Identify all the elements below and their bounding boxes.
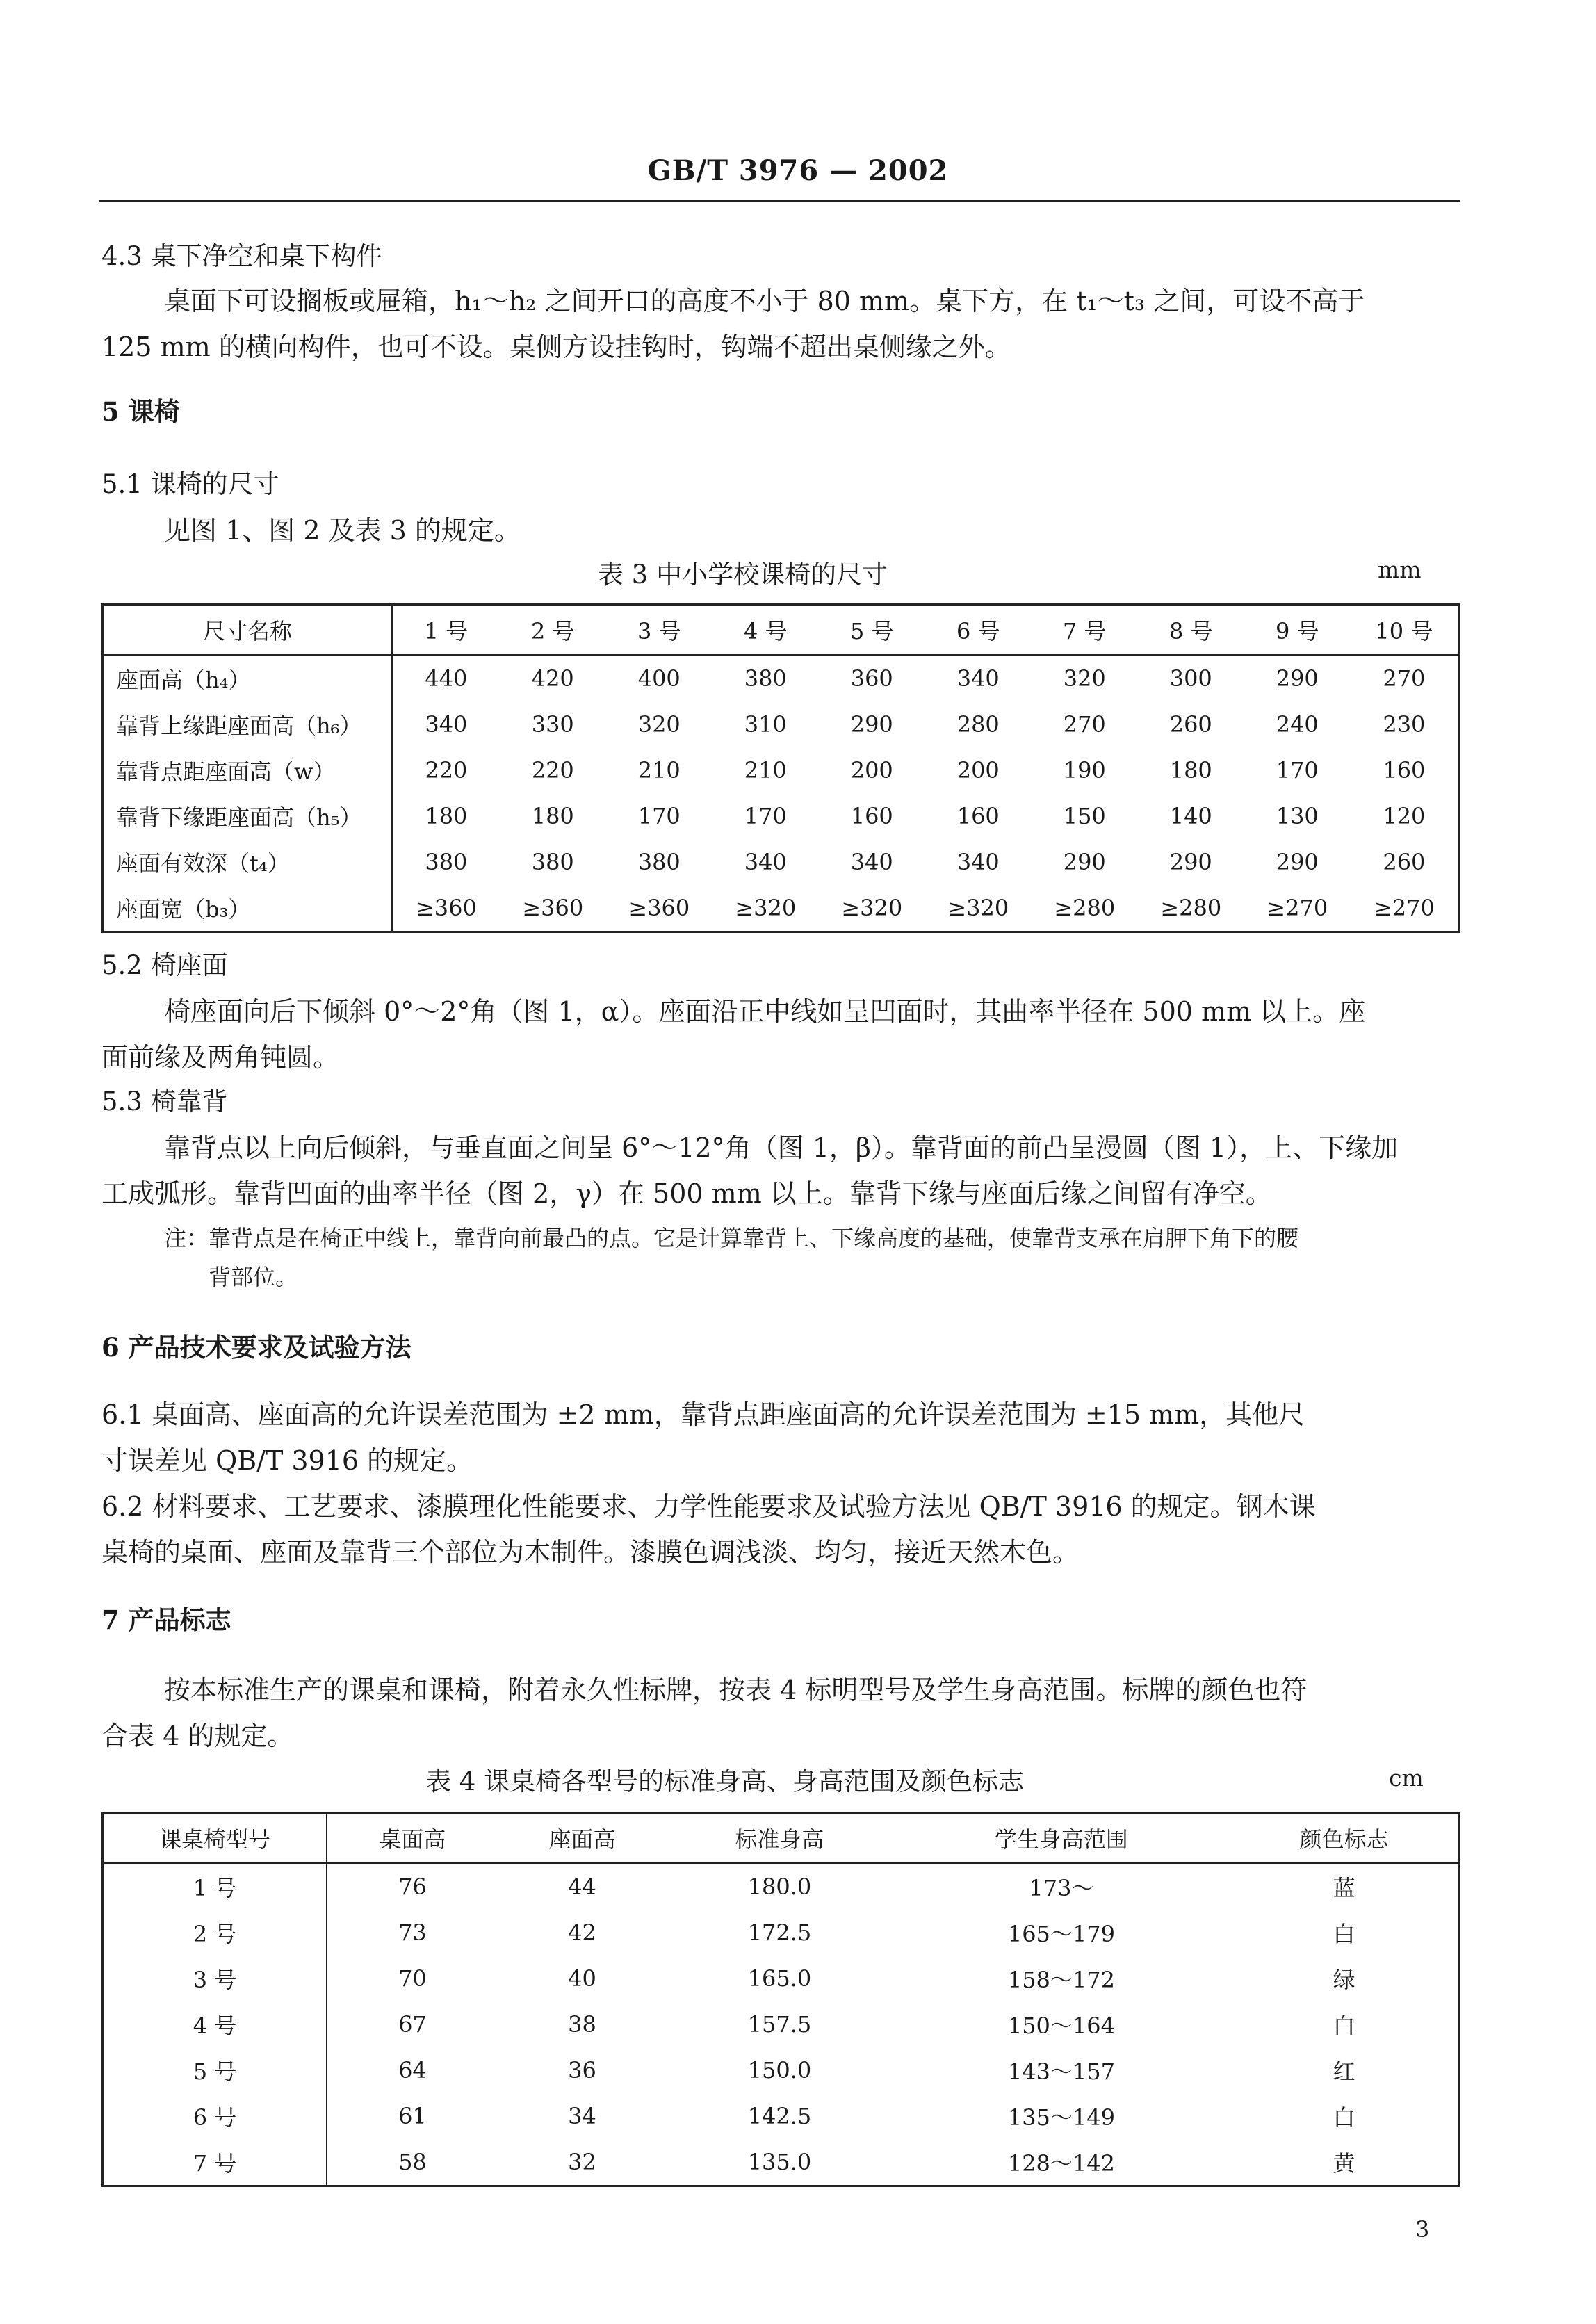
table4-cell: 38 xyxy=(568,2011,596,2038)
section-5-2-paragraph-line2: 面前缘及两角钝圆。 xyxy=(101,1042,340,1073)
header-rule xyxy=(99,200,1460,202)
table4-header-cell: 桌面高 xyxy=(327,1813,498,1864)
table3-header-cell: 1 号 xyxy=(392,605,500,656)
table3 xyxy=(101,603,1460,933)
table3-cell: 220 xyxy=(531,757,574,783)
table3-cell: 320 xyxy=(637,711,681,738)
table3-cell: 150 xyxy=(1063,803,1106,829)
table3-cell: 340 xyxy=(744,849,787,875)
table4-cell: 44 xyxy=(568,1874,596,1900)
table3-cell: 320 xyxy=(1063,665,1106,692)
table3-cell: 240 xyxy=(1276,711,1319,738)
table4-cell: 173～ xyxy=(1029,1875,1094,1901)
table4-row xyxy=(103,2001,1459,2047)
table4-cell: 42 xyxy=(568,1919,596,1946)
table4-cell: 150～164 xyxy=(1007,2013,1115,2039)
table4-model-cell: 5 号 xyxy=(103,2047,327,2093)
table3-cell: 380 xyxy=(531,849,574,875)
table4-cell: 64 xyxy=(398,2057,427,2083)
table4-cell: 142.5 xyxy=(747,2103,812,2129)
section-7-paragraph-line1: 按本标准生产的课桌和课椅，附着永久性标牌，按表 4 标明型号及学生身高范围。标牌的颜色也符 xyxy=(164,1675,1308,1705)
table3-cell: 340 xyxy=(850,849,893,875)
table3-cell: 360 xyxy=(850,665,893,692)
table3-row xyxy=(103,655,1459,701)
table4-row xyxy=(103,2047,1459,2093)
table3-header-cell: 6 号 xyxy=(925,605,1032,656)
section-5-1-title: 5.1 课椅的尺寸 xyxy=(101,469,279,499)
table3-cell: 280 xyxy=(956,711,1000,738)
table3-cell: ≥270 xyxy=(1267,895,1328,921)
table4-cell: 73 xyxy=(398,1919,427,1946)
table3-row xyxy=(103,747,1459,793)
table3-cell: 180 xyxy=(531,803,574,829)
table3-header-cell: 3 号 xyxy=(606,605,712,656)
table4-caption: 表 4 课桌椅各型号的标准身高、身高范围及颜色标志 xyxy=(425,1766,1025,1796)
table4-cell: 135～149 xyxy=(1007,2104,1115,2131)
table3-cell: 380 xyxy=(637,849,681,875)
section-5-3-paragraph-line2: 工成弧形。靠背凹面的曲率半径（图 2，γ）在 500 mm 以上。靠背下缘与座面后缘之间留有净空。 xyxy=(101,1178,1272,1209)
table3-cell: 400 xyxy=(637,665,681,692)
table3-unit: mm xyxy=(1378,556,1422,583)
table3-cell: ≥280 xyxy=(1160,895,1222,921)
table3-cell: 170 xyxy=(637,803,681,829)
table3-cell: 260 xyxy=(1169,711,1212,738)
table3-cell: ≥280 xyxy=(1054,895,1116,921)
table3-cell: ≥360 xyxy=(628,895,690,921)
table4-row xyxy=(103,1956,1459,2001)
table4-cell: 158～172 xyxy=(1007,1967,1115,1993)
section-5-3-paragraph-line1: 靠背点以上向后倾斜，与垂直面之间呈 6°～12°角（图 1，β）。靠背面的前凸呈漫圆（图 1），上、下缘加 xyxy=(164,1132,1399,1163)
note-line1: 注：靠背点是在椅正中线上，靠背向前最凸的点。它是计算靠背上、下缘高度的基础，使靠背支承在肩胛下角下的腰 xyxy=(164,1225,1299,1251)
table3-row xyxy=(103,793,1459,839)
table4-model-cell: 6 号 xyxy=(103,2093,327,2139)
table3-header-cell: 8 号 xyxy=(1138,605,1244,656)
section-6-2-line2: 桌椅的桌面、座面及靠背三个部位为木制件。漆膜色调浅淡、均匀，接近天然木色。 xyxy=(101,1537,1080,1568)
table3-header-cell: 4 号 xyxy=(712,605,819,656)
section-4-3-paragraph-line2: 125 mm 的横向构件，也可不设。桌侧方设挂钩时，钩端不超出桌侧缘之外。 xyxy=(101,332,1011,362)
table4-cell: 36 xyxy=(568,2057,596,2083)
table3-cell: 440 xyxy=(425,665,468,692)
table4-header-cell: 座面高 xyxy=(498,1813,667,1864)
table3-header-cell: 5 号 xyxy=(819,605,925,656)
table3-cell: 140 xyxy=(1169,803,1212,829)
table3-cell: ≥360 xyxy=(415,895,477,921)
section-6-1-line2: 寸误差见 QB/T 3916 的规定。 xyxy=(101,1445,473,1476)
table4-model-cell: 3 号 xyxy=(103,1956,327,2001)
table4 xyxy=(101,1812,1460,2187)
table3-cell: 120 xyxy=(1383,803,1426,829)
table4-cell: 61 xyxy=(398,2103,427,2129)
table3-row xyxy=(103,885,1459,932)
section-6-2-line1: 6.2 材料要求、工艺要求、漆膜理化性能要求、力学性能要求及试验方法见 QB/T 3916 的规定。钢木课 xyxy=(101,1491,1316,1522)
table4-cell: 红 xyxy=(1333,2058,1355,2085)
table3-cell: 180 xyxy=(425,803,468,829)
table3-cell: 170 xyxy=(744,803,787,829)
table3-cell: 210 xyxy=(637,757,681,783)
page-header: GB/T 3976 — 2002 xyxy=(647,154,949,187)
table4-row xyxy=(103,1910,1459,1956)
table4-cell: 绿 xyxy=(1333,1967,1355,1993)
note-line2: 背部位。 xyxy=(209,1264,298,1290)
table3-cell: 290 xyxy=(1169,849,1212,875)
table3-cell: 290 xyxy=(1276,849,1319,875)
table3-cell: ≥320 xyxy=(841,895,903,921)
table3-cell: 380 xyxy=(425,849,468,875)
table4-header-row xyxy=(103,1813,1459,1864)
table3-header-cell: 7 号 xyxy=(1032,605,1138,656)
section-4-3-paragraph-line1: 桌面下可设搁板或屉箱，h₁～h₂ 之间开口的高度不小于 80 mm。桌下方，在 t₁～t₃ 之间，可设不高于 xyxy=(164,286,1365,316)
section-4-3-title: 4.3 桌下净空和桌下构件 xyxy=(101,241,382,271)
table4-cell: 白 xyxy=(1333,2104,1355,2131)
table4-cell: 40 xyxy=(568,1965,596,1992)
table3-cell: ≥320 xyxy=(947,895,1009,921)
table3-cell: 210 xyxy=(744,757,787,783)
table3-header-row xyxy=(103,605,1459,656)
table4-header-cell: 颜色标志 xyxy=(1230,1813,1458,1864)
table3-cell: 230 xyxy=(1383,711,1426,738)
table3-cell: ≥270 xyxy=(1373,895,1435,921)
table3-cell: 260 xyxy=(1383,849,1426,875)
table3-cell: 160 xyxy=(1383,757,1426,783)
section-6-title: 6 产品技术要求及试验方法 xyxy=(101,1332,412,1363)
section-5-title: 5 课椅 xyxy=(101,396,180,427)
table4-cell: 白 xyxy=(1333,1921,1355,1947)
table4-cell: 135.0 xyxy=(747,2149,812,2175)
table4-model-cell: 2 号 xyxy=(103,1910,327,1956)
section-5-2-paragraph-line1: 椅座面向后下倾斜 0°～2°角（图 1，α）。座面沿正中线如呈凹面时，其曲率半径在 500 mm 以上。座 xyxy=(164,996,1366,1027)
table3-cell: 380 xyxy=(744,665,787,692)
table4-cell: 白 xyxy=(1333,2013,1355,2039)
table4-cell: 34 xyxy=(568,2103,596,2129)
table4-cell: 76 xyxy=(398,1874,427,1900)
table3-row xyxy=(103,839,1459,885)
table3-cell: 270 xyxy=(1383,665,1426,692)
table3-header-cell: 尺寸名称 xyxy=(103,605,393,656)
table4-cell: 157.5 xyxy=(747,2011,812,2038)
table3-row-label: 座面有效深（t₄） xyxy=(103,839,393,885)
table3-cell: 290 xyxy=(1063,849,1106,875)
table3-cell: 340 xyxy=(425,711,468,738)
table3-cell: 200 xyxy=(956,757,1000,783)
table4-cell: 143～157 xyxy=(1007,2058,1115,2085)
table3-cell: 180 xyxy=(1169,757,1212,783)
table4-cell: 128～142 xyxy=(1007,2150,1115,2177)
table3-row xyxy=(103,701,1459,747)
table3-cell: 270 xyxy=(1063,711,1106,738)
table3-cell: ≥320 xyxy=(735,895,797,921)
section-7-title: 7 产品标志 xyxy=(101,1604,231,1635)
table4-row xyxy=(103,2093,1459,2139)
table4-cell: 黄 xyxy=(1333,2150,1355,2177)
section-5-2-title: 5.2 椅座面 xyxy=(101,950,228,980)
table3-cell: 340 xyxy=(956,849,1000,875)
table4-cell: 180.0 xyxy=(747,1874,812,1900)
table3-header-cell: 10 号 xyxy=(1351,605,1459,656)
table3-row-label: 座面宽（b₃） xyxy=(103,885,393,932)
table4-model-cell: 1 号 xyxy=(103,1863,327,1910)
table4-cell: 165～179 xyxy=(1007,1921,1115,1947)
table4-cell: 67 xyxy=(398,2011,427,2038)
table3-row-label: 靠背点距座面高（w） xyxy=(103,747,393,793)
table4-header-cell: 标准身高 xyxy=(667,1813,892,1864)
table4-cell: 蓝 xyxy=(1333,1875,1355,1901)
table4-model-cell: 4 号 xyxy=(103,2001,327,2047)
section-5-1-paragraph: 见图 1、图 2 及表 3 的规定。 xyxy=(164,515,521,546)
table3-header-cell: 2 号 xyxy=(500,605,606,656)
table3-cell: 220 xyxy=(425,757,468,783)
table3-cell: 160 xyxy=(850,803,893,829)
table3-cell: 310 xyxy=(744,711,787,738)
table3-cell: 200 xyxy=(850,757,893,783)
table4-cell: 70 xyxy=(398,1965,427,1992)
table3-cell: 290 xyxy=(1276,665,1319,692)
table3-caption: 表 3 中小学校课椅的尺寸 xyxy=(598,560,888,590)
table3-row-label: 靠背上缘距座面高（h₆） xyxy=(103,701,393,747)
table3-cell: 290 xyxy=(850,711,893,738)
section-7-paragraph-line2: 合表 4 的规定。 xyxy=(101,1721,294,1751)
table4-cell: 32 xyxy=(568,2149,596,2175)
table3-row-label: 靠背下缘距座面高（h₅） xyxy=(103,793,393,839)
table3-row-label: 座面高（h₄） xyxy=(103,655,393,701)
section-6-1-line1: 6.1 桌面高、座面高的允许误差范围为 ±2 mm，靠背点距座面高的允许误差范围为 ±15 mm，其他尺 xyxy=(101,1399,1305,1430)
table3-cell: 300 xyxy=(1169,665,1212,692)
section-5-3-title: 5.3 椅靠背 xyxy=(101,1087,228,1116)
table4-cell: 150.0 xyxy=(747,2057,812,2083)
table3-cell: ≥360 xyxy=(522,895,584,921)
table4-cell: 165.0 xyxy=(747,1965,812,1992)
table3-cell: 160 xyxy=(956,803,1000,829)
table4-unit: cm xyxy=(1389,1764,1424,1791)
table3-cell: 420 xyxy=(531,665,574,692)
table4-cell: 172.5 xyxy=(747,1919,812,1946)
table4-header-cell: 课桌椅型号 xyxy=(103,1813,327,1864)
table3-cell: 340 xyxy=(956,665,1000,692)
table4-header-cell: 学生身高范围 xyxy=(893,1813,1231,1864)
table4-cell: 58 xyxy=(398,2149,427,2175)
table4-row xyxy=(103,1863,1459,1910)
table3-header-cell: 9 号 xyxy=(1244,605,1351,656)
table3-cell: 330 xyxy=(531,711,574,738)
page-number: 3 xyxy=(1415,2216,1430,2243)
table3-cell: 190 xyxy=(1063,757,1106,783)
table3-cell: 170 xyxy=(1276,757,1319,783)
table4-row xyxy=(103,2139,1459,2186)
table3-cell: 130 xyxy=(1276,803,1319,829)
table4-model-cell: 7 号 xyxy=(103,2139,327,2186)
